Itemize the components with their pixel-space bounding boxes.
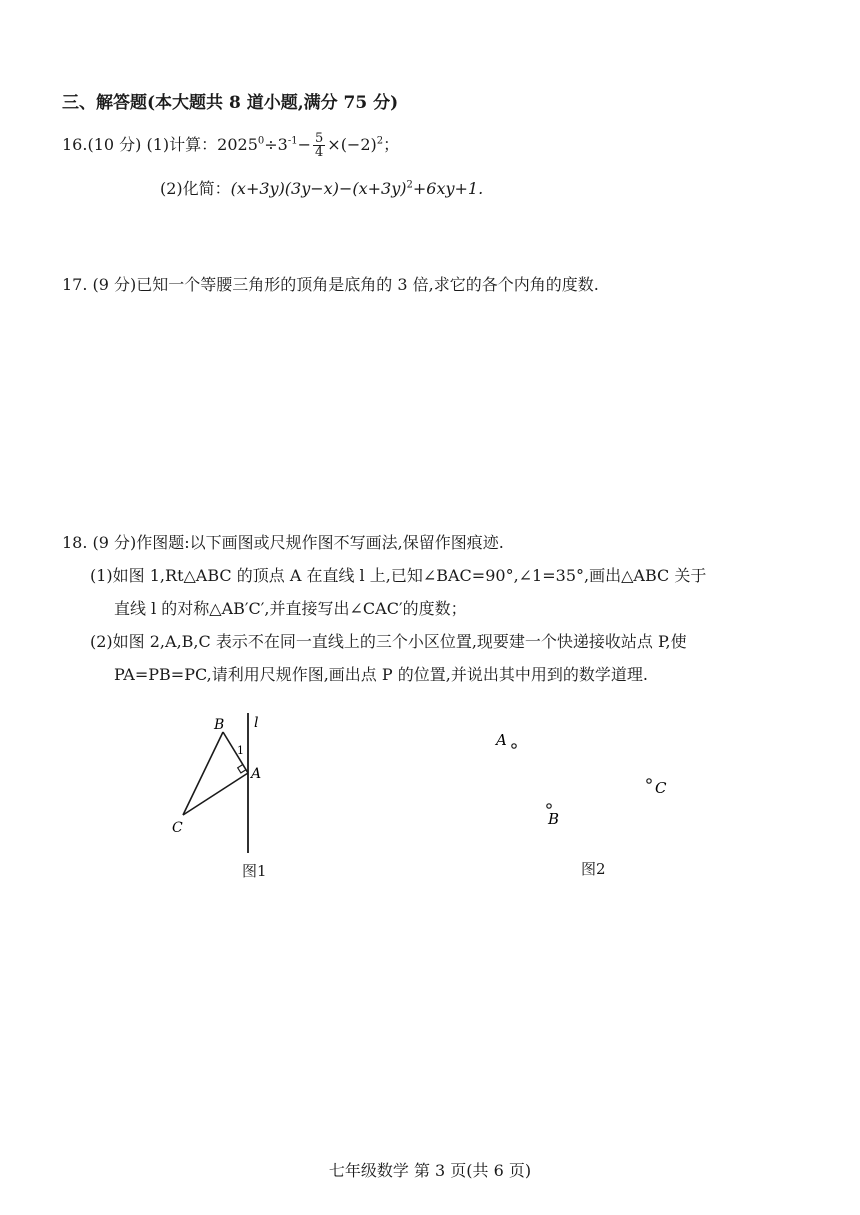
figure-2-caption: 图2: [581, 860, 606, 878]
q16-fraction: [313, 132, 325, 159]
q16-part2-sup: 2: [406, 179, 413, 191]
q16-part2-expr-a: (x+3y)(3y−x)−(x+3y): [230, 179, 407, 198]
question-18-part2-line1: (2)如图 2,A,B,C 表示不在同一直线上的三个小区位置,现要建一个快递接收站点 P,使: [90, 632, 687, 651]
page-footer: 七年级数学 第 3 页(共 6 页): [328, 1161, 532, 1180]
figure-1: [150, 705, 300, 855]
question-18-part1-line1: (1)如图 1,Rt△ABC 的顶点 A 在直线 l 上,已知∠BAC=90°,∠1=35°,画出△ABC 关于: [90, 566, 707, 585]
question-16-part1: [62, 132, 399, 159]
point-C: [647, 779, 651, 783]
q16-sup-c: 2: [376, 135, 384, 147]
q16-expr-a: 2025: [217, 135, 258, 154]
segment-BA: [223, 732, 248, 773]
figure-1-caption: 图1: [242, 862, 267, 880]
question-16-part2: [160, 176, 483, 199]
point-B: [547, 804, 551, 808]
q16-minus: −: [297, 135, 311, 154]
question-18-part2-line2: PA=PB=PC,请利用尺规作图,画出点 P 的位置,并说出其中用到的数学道理.: [114, 665, 648, 684]
fig1-label-C: C: [172, 820, 183, 836]
fig1-label-A: A: [251, 766, 262, 782]
point-A: [512, 744, 516, 748]
q16-end: ；: [383, 135, 400, 154]
q16-part1-label: (1)计算：: [146, 135, 218, 154]
question-18-intro: 18. (9 分)作图题:以下画图或尺规作图不写画法,保留作图痕迹.: [62, 533, 504, 552]
fig1-label-B: B: [214, 717, 225, 733]
q16-sup-a: 0: [257, 135, 265, 147]
q16-expr-b: ÷3: [264, 135, 288, 154]
fig2-label-B: B: [548, 810, 560, 828]
fig1-label-1: 1: [237, 744, 244, 757]
q16-expr-c: ×(−2): [327, 135, 377, 154]
q16-frac-num: 5: [315, 131, 324, 146]
fig2-label-C: C: [655, 779, 667, 797]
q16-part2-label: (2)化简：: [160, 179, 231, 198]
q16-frac-den: 4: [315, 145, 324, 160]
fig2-label-A: A: [496, 731, 507, 749]
question-17: 17. (9 分)已知一个等腰三角形的顶角是底角的 3 倍,求它的各个内角的度数.: [62, 275, 599, 294]
q16-sup-b: -1: [287, 135, 298, 147]
question-18-part1-line2: 直线 l 的对称△AB′C′,并直接写出∠CAC′的度数；: [114, 599, 467, 618]
q16-score: (10 分): [87, 135, 142, 154]
q16-number: 16.: [62, 135, 88, 154]
fig1-label-l: l: [254, 715, 259, 731]
figure-2: [480, 720, 680, 840]
q16-part2-expr-b: +6xy+1.: [412, 179, 484, 198]
section-title: 三、解答题(本大题共 8 道小题,满分 75 分): [62, 93, 399, 113]
